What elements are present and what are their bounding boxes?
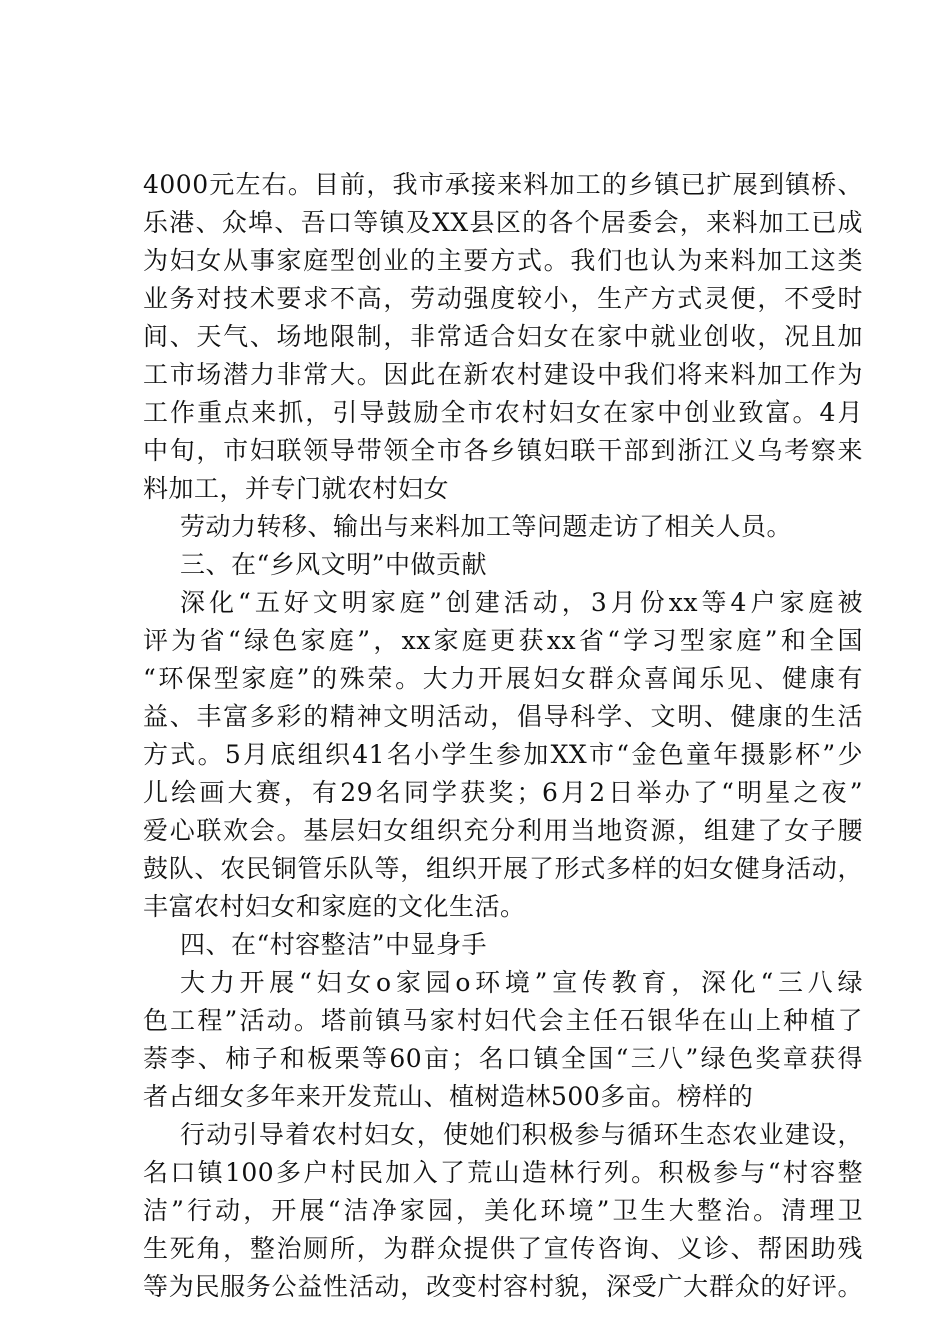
body-line: 者占细女多年来开发荒山、植树造林500多亩。榜样的 bbox=[143, 1082, 754, 1111]
body-line: 工市场潜力非常大。因此在新农村建设中我们将来料加工作为 bbox=[143, 360, 863, 389]
body-line: 色工程”活动。塔前镇马家村妇代会主任石银华在山上种植了 bbox=[143, 1006, 863, 1035]
body-line: 业务对技术要求不高，劳动强度较小，生产方式灵便，不受时 bbox=[143, 284, 863, 313]
body-line: 洁”行动，开展“洁净家园，美化环境”卫生大整治。清理卫 bbox=[143, 1196, 863, 1225]
body-line: 料加工，并专门就农村妇女 bbox=[143, 474, 450, 503]
body-line: 生死角，整治厕所，为群众提供了宣传咨询、义诊、帮困助残 bbox=[143, 1234, 863, 1263]
body-line: 儿绘画大赛，有29名同学获奖；6月2日举办了“明星之夜” bbox=[143, 778, 863, 807]
body-line: 劳动力转移、输出与来料加工等问题走访了相关人员。 bbox=[180, 512, 793, 541]
body-line: 爱心联欢会。基层妇女组织充分利用当地资源，组建了女子腰 bbox=[143, 816, 863, 845]
body-line: 益、丰富多彩的精神文明活动，倡导科学、文明、健康的生活 bbox=[143, 702, 863, 731]
body-line: 方式。5月底组织41名小学生参加XX市“金色童年摄影杯”少 bbox=[143, 740, 863, 769]
body-line: 大力开展“妇女o家园o环境”宣传教育，深化“三八绿 bbox=[180, 968, 863, 997]
body-line: 深化“五好文明家庭”创建活动，3月份xx等4户家庭被 bbox=[180, 588, 863, 617]
body-line: 行动引导着农村妇女，使她们积极参与循环生态农业建设， bbox=[180, 1120, 863, 1149]
body-line: 间、天气、场地限制，非常适合妇女在家中就业创收，况且加 bbox=[143, 322, 863, 351]
body-line: 评为省“绿色家庭”，xx家庭更获xx省“学习型家庭”和全国 bbox=[143, 626, 863, 655]
body-line: 乐港、众埠、吾口等镇及XX县区的各个居委会，来料加工已成 bbox=[143, 208, 863, 237]
body-line: 工作重点来抓，引导鼓励全市农村妇女在家中创业致富。4月 bbox=[143, 398, 863, 427]
body-line: 中旬，市妇联领导带领全市各乡镇妇联干部到浙江义乌考察来 bbox=[143, 436, 863, 465]
body-line: 为妇女从事家庭型创业的主要方式。我们也认为来料加工这类 bbox=[143, 246, 863, 275]
body-line: 萘李、柿子和板栗等60亩；名口镇全国“三八”绿色奖章获得 bbox=[143, 1044, 863, 1073]
section-heading: 四、在“村容整洁”中显身手 bbox=[180, 930, 488, 959]
body-line: 鼓队、农民铜管乐队等，组织开展了形式多样的妇女健身活动， bbox=[143, 854, 863, 883]
body-line: 丰富农村妇女和家庭的文化生活。 bbox=[143, 892, 526, 921]
body-line: 等为民服务公益性活动，改变村容村貌，深受广大群众的好评。 bbox=[143, 1272, 863, 1301]
section-heading: 三、在“乡风文明”中做贡献 bbox=[180, 550, 488, 579]
body-line: 名口镇100多户村民加入了荒山造林行列。积极参与“村容整 bbox=[143, 1158, 863, 1187]
body-line: “环保型家庭”的殊荣。大力开展妇女群众喜闻乐见、健康有 bbox=[143, 664, 863, 693]
body-line: 4000元左右。目前，我市承接来料加工的乡镇已扩展到镇桥、 bbox=[143, 170, 863, 199]
